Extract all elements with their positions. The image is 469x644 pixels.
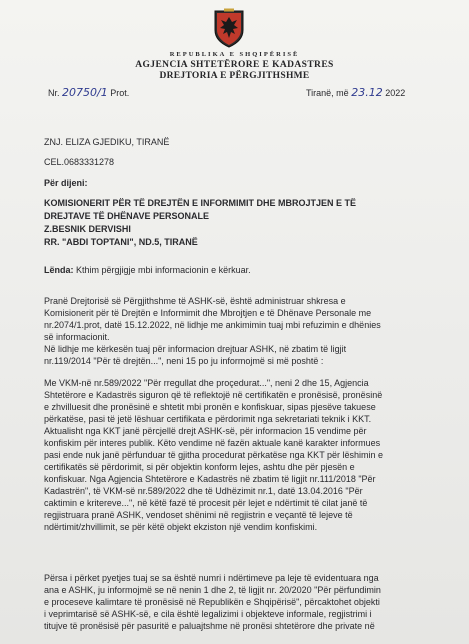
cc-address: RR. "ABDI TOPTANI", ND.5, TIRANË: [44, 237, 198, 247]
subject-text: Kthim përgjigje mbi informacionin e kërkuar.: [76, 265, 251, 275]
protocol-label: Prot.: [110, 88, 130, 98]
paragraph-line: certifikatës së përdorimit, si për objektin konform lejes, ashtu dhe për pjesën e: [44, 462, 355, 472]
subject-label: Lënda:: [44, 265, 74, 275]
addressee-phone: CEL.0683331278: [44, 157, 115, 167]
paragraph-1: [44, 295, 442, 343]
paragraph-line: Shtetërore e Kadastrës siguron që të reflektojë në certifikatën e pronësisë, pronësinë: [44, 390, 383, 400]
subject-line: [44, 264, 251, 276]
protocol-number: 20750/1: [62, 86, 108, 99]
paragraph-line: caktimin e kritereve...", në këtë fazë të procesit për lejet e ndërtimit të cilat janë të: [44, 498, 368, 508]
paragraph-line: Në lidhje me kërkesën tuaj për informacion drejtuar ASHK, në zbatim të ligjit: [44, 344, 347, 354]
paragraph-line: Pranë Drejtorisë së Përgjithshme të ASHK-së, është administruar shkresa e: [44, 296, 346, 306]
protocol-reference: [48, 86, 129, 99]
paragraph-line: nr.2074/1.prot, datë 15.12.2022, në lidhje me ankimimin tuaj mbi refuzimin e dhënies: [44, 320, 381, 330]
addressee-name: ZNJ. ELIZA GJEDIKU, TIRANË: [44, 137, 170, 147]
paragraph-line: pasi ende nuk janë përfunduar të gjitha procedurat përkatëse nga KKT për lëshimin e: [44, 450, 384, 460]
paragraph-line: titujve të pronësisë për pasuritë e paluajtshme në pronësi shtetërore dhe private në: [44, 621, 375, 631]
protocol-prefix: Nr.: [48, 88, 60, 98]
paragraph-line: Aktualisht nga KKT janë përcjellë drejt ASHK-së, për informacion 15 vendime për: [44, 426, 367, 436]
paragraph-line: së informacionit.: [44, 332, 110, 342]
paragraph-line: nr.119/2014 "Për të drejtën...", neni 15 po ju informojmë si më poshtë :: [44, 356, 324, 366]
agency-heading: AGJENCIA SHTETËRORE E KADASTRES: [135, 60, 334, 70]
paragraph-line: Kadastrën", të VKM-së nr.589/2022 dhe të Udhëzimit nr.1, datë 13.04.2016 "Për: [44, 486, 363, 496]
directorate-heading: DREJTORIA E PËRGJITHSHME: [159, 71, 310, 81]
paragraph-2: [44, 343, 442, 367]
cc-label: Për dijeni:: [44, 178, 88, 188]
paragraph-3: [44, 377, 442, 533]
paragraph-line: e proceseve kalimtare të pronësisë në Republikën e Shqipërisë", përcaktohet objekti: [44, 597, 380, 607]
place-label: Tiranë, më: [306, 88, 349, 98]
paragraph-line: regjistruara pranë ASHK, vendoset shënimi në regjistrin e veçantë të lejeve të: [44, 510, 353, 520]
paragraph-line: ndërtimit/zhvillimit, se për këtë objekt ekziston një vendim konfiskimi.: [44, 522, 318, 532]
paragraph-4: [44, 572, 442, 632]
republic-heading: REPUBLIKA E SHQIPËRISË: [169, 51, 300, 58]
paragraph-line: Me VKM-në nr.589/2022 "Për rregullat dhe proçedurat...", neni 2 dhe 15, Agjencia: [44, 378, 369, 388]
handwritten-date: 23.12: [351, 86, 383, 99]
paragraph-line: konfiskuar. Nga Agjencia Shtetërore e Kadastrës në zbatim të ligjit nr.111/2018 "Për: [44, 474, 376, 484]
place-date: [306, 86, 405, 99]
cc-person: Z.BESNIK DERVISHI: [44, 224, 131, 234]
paragraph-line: përkatëse, pasi të jetë lëshuar certifikata e përdorimit nga sekretariati teknik i KKT.: [44, 414, 372, 424]
paragraph-line: Përsa i përket pyetjes tuaj se sa është numri i ndërtimeve pa leje të evidentuara nga: [44, 573, 379, 583]
date-year: 2022: [385, 88, 406, 98]
cc-institution-line1: KOMISIONERIT PËR TË DREJTËN E INFORMIMIT DHE MBROJTJEN E TË: [44, 198, 357, 208]
paragraph-line: ana e ASHK, ju informojmë se në nenin 1 dhe 2, të ligjit nr. 20/2020 "Për përfundimin: [44, 585, 381, 595]
paragraph-line: i veprimtarisë së ASHK-së, e cila është legalizimi i objekteve informale, regjistrimi i: [44, 609, 372, 619]
albania-eagle-emblem-icon: [212, 8, 246, 48]
paragraph-line: e zhvilluesit dhe pronësinë e shtetit mbi pronën e konfiskuar, sipas pjesëve takuese: [44, 402, 376, 412]
cc-institution-line2: DREJTAVE TË DHËNAVE PERSONALE: [44, 211, 210, 221]
paragraph-line: konfiskim për interes publik. Këto vendime në fazën aktuale kanë karakter informues: [44, 438, 381, 448]
paragraph-line: Komisionerit për të Drejtën e Informimit dhe Mbrojtjen e të Dhënave Personale me: [44, 308, 372, 318]
